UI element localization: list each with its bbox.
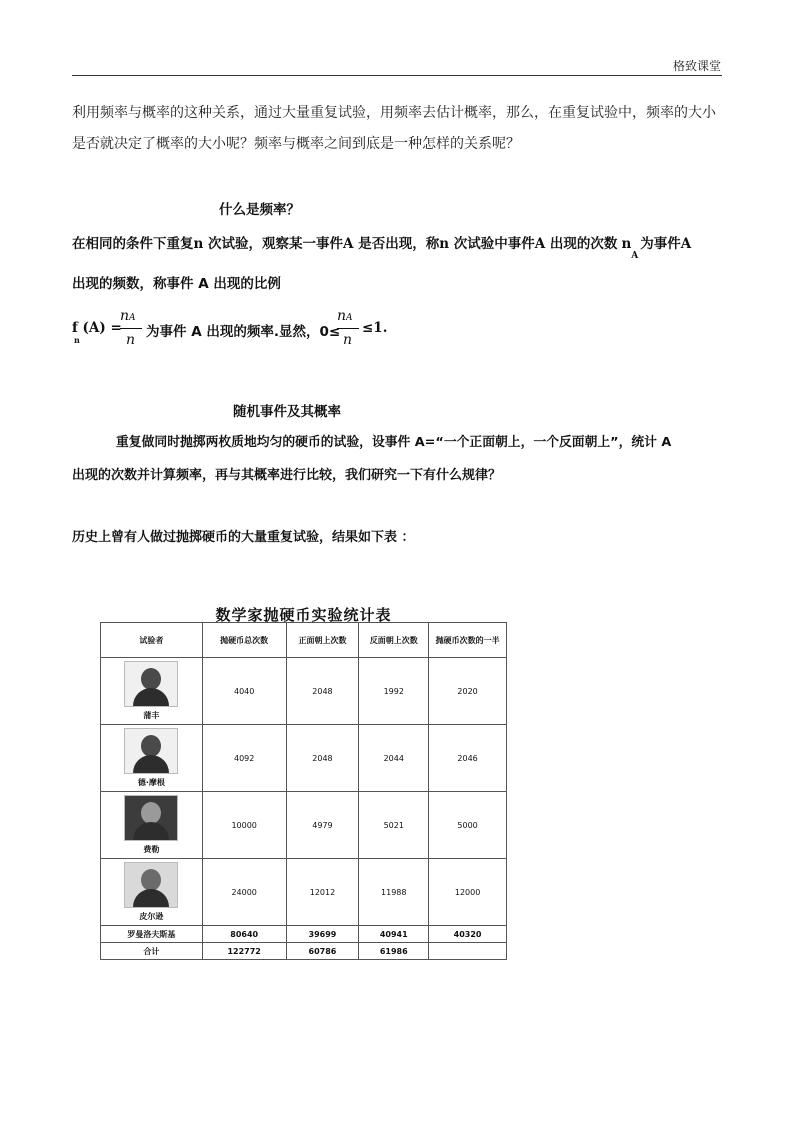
experimenter-cell <box>101 859 203 926</box>
formula-middle-text: 为事件 A 出现的频率.显然，0≤ <box>146 324 341 340</box>
definition-line-1: 在相同的条件下重复n 次试验，观察某一事件A 是否出现，称n 次试验中事件A 出现的次数 $n_A$为事件A <box>72 236 692 261</box>
table-row <box>101 792 507 859</box>
intro-line-1: 利用频率与概率的这种关系，通过大量重复试验，用频率去估计概率，那么，在重复试验中，频率的大小 <box>72 105 716 121</box>
experimenter-cell <box>101 725 203 792</box>
paragraph-line-2: 出现的次数并计算频率，再与其概率进行比较，我们研究一下有什么规律？ <box>72 468 502 483</box>
table-cell: 2046 <box>429 725 507 792</box>
section-title-random-events: 随机事件及其概率 <box>233 404 341 420</box>
table-cell: 10000 <box>202 792 286 859</box>
table-title: 数学家抛硬币实验统计表 <box>215 606 392 624</box>
intro-line-2: 是否就决定了概率的大小呢？频率与概率之间到底是一种怎样的关系呢？ <box>72 136 520 152</box>
table-cell: 4979 <box>286 792 359 859</box>
coin-toss-table <box>100 622 507 960</box>
table-row <box>101 725 507 792</box>
portrait-image <box>124 728 178 774</box>
paragraph-line-1: 重复做同时抛掷两枚质地均匀的硬币的试验，设事件 A=“一个正面朝上，一个反面朝上”，统计 A <box>116 435 672 450</box>
table-cell: 12000 <box>429 859 507 926</box>
table-cell: 122772 <box>202 943 286 960</box>
table-total-row <box>101 943 507 960</box>
history-line: 历史上曾有人做过抛掷硬币的大量重复试验，结果如下表 ： <box>72 530 415 545</box>
table-cell: 4092 <box>202 725 286 792</box>
definition-line-2: 出现的频数，称事件 A 出现的比例 <box>72 276 281 292</box>
total-label: 合计 <box>101 943 203 960</box>
table-cell: 40941 <box>359 926 429 943</box>
table-cell: 5000 <box>429 792 507 859</box>
portrait-image <box>124 795 178 841</box>
fraction-nA-over-n-1: nA n <box>120 308 146 352</box>
portrait-image <box>124 661 178 707</box>
portrait-image <box>124 862 178 908</box>
table-header-row <box>101 623 507 658</box>
table-row <box>101 658 507 725</box>
header-heads: 正面朝上次数 <box>286 623 359 658</box>
table-cell: 2048 <box>286 725 359 792</box>
header-tails: 反面朝上次数 <box>359 623 429 658</box>
table-cell <box>429 943 507 960</box>
header-half: 抛硬币次数的一半 <box>429 623 507 658</box>
experimenter-name: 皮尔逊 <box>139 912 164 921</box>
table-cell: 12012 <box>286 859 359 926</box>
experimenter-name: 费勒 <box>143 845 160 854</box>
experimenter-cell <box>101 792 203 859</box>
formula-lhs-subscript: n <box>74 335 80 345</box>
experimenter-name: 德·摩根 <box>137 778 165 787</box>
table-cell: 2044 <box>359 725 429 792</box>
table-cell: 80640 <box>202 926 286 943</box>
table-row <box>101 926 507 943</box>
table-cell: 24000 <box>202 859 286 926</box>
table-cell: 1992 <box>359 658 429 725</box>
header-brand: 格致课堂 <box>672 59 721 73</box>
experimenter-name: 罗曼洛夫斯基 <box>101 926 203 943</box>
table-cell: 2048 <box>286 658 359 725</box>
table-cell: 2020 <box>429 658 507 725</box>
header-divider <box>72 75 722 76</box>
experimenter-cell <box>101 658 203 725</box>
experimenter-name: 蒲丰 <box>143 711 160 720</box>
formula-lhs: f (A) = <box>72 320 122 336</box>
formula-end: ≤1. <box>362 320 388 336</box>
header-total-tosses: 抛硬币总次数 <box>202 623 286 658</box>
fraction-nA-over-n-2: nA n <box>337 308 363 352</box>
table-cell: 39699 <box>286 926 359 943</box>
table-cell: 60786 <box>286 943 359 960</box>
section-title-frequency: 什么是频率？ <box>219 202 300 218</box>
table-cell: 61986 <box>359 943 429 960</box>
header-experimenter: 试验者 <box>101 623 203 658</box>
table-cell: 4040 <box>202 658 286 725</box>
table-cell: 11988 <box>359 859 429 926</box>
table-cell: 40320 <box>429 926 507 943</box>
table-row <box>101 859 507 926</box>
table-cell: 5021 <box>359 792 429 859</box>
